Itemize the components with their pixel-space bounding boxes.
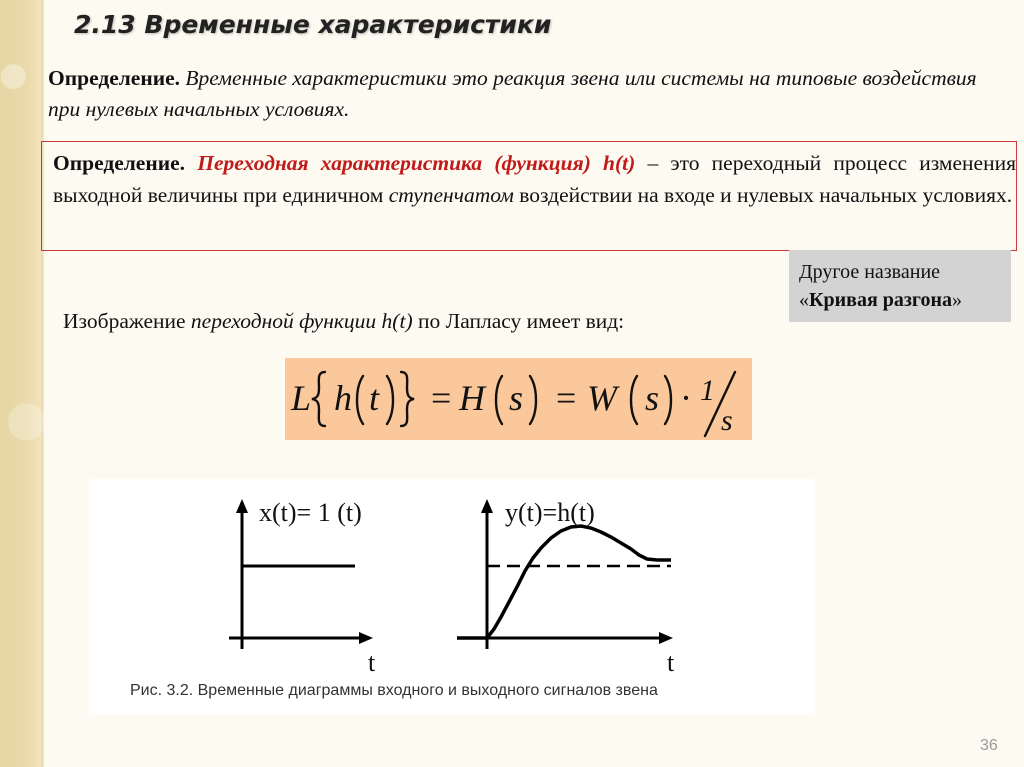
note-quote-open: « (799, 289, 809, 311)
input-axis-label: t (368, 648, 376, 677)
formula-h: h (334, 378, 352, 418)
laplace-prefix: Изображение (63, 309, 191, 333)
note-line1: Другое название (799, 261, 941, 283)
page-number: 36 (980, 737, 998, 754)
definition-temporal (48, 63, 998, 125)
input-step-signal (237, 566, 355, 638)
figure-caption: Рис. 3.2. Временные диаграммы входного и выходного сигналов звена (130, 682, 658, 699)
input-label: x(t)= 1 (t) (259, 498, 362, 527)
definition-label: Определение. (48, 66, 181, 90)
formula-W: W (587, 378, 617, 418)
definition-transient (53, 147, 1016, 211)
slide-title: 2.13 Временные характеристики (74, 10, 552, 39)
formula-s1: s (509, 378, 524, 418)
definition-text-b: воздействии на входе и нулевых начальных условиях. (513, 183, 1013, 207)
formula-L: L (291, 378, 312, 418)
definition-text-a: – это переходный процесс изменения выходной величины при единичном (53, 151, 1016, 207)
definition-label: Определение. (53, 151, 186, 175)
definition-text-italic: ступенчатом (388, 183, 514, 207)
laplace-formula (285, 358, 752, 440)
time-diagrams-figure (89, 479, 815, 715)
transient-response-curve (457, 526, 671, 638)
output-y-arrow (481, 499, 493, 513)
laplace-italic: переходной функции h(t) (190, 309, 413, 333)
decorative-side-band (0, 0, 44, 767)
note-bold-name: Кривая разгона (809, 289, 953, 311)
time-diagrams-svg (89, 479, 815, 715)
formula-den: s (721, 404, 733, 437)
definition-text: Временные характеристики это реакция звена или системы на типовые воздействия при нулевых начальных условиях. (48, 66, 977, 121)
note-quote-close: » (952, 289, 963, 311)
output-label: y(t)=h(t) (505, 498, 595, 527)
alternate-name-note (789, 250, 1011, 322)
formula-t: t (369, 378, 380, 418)
formula-svg (285, 358, 752, 440)
formula-num: 1 (700, 374, 715, 407)
formula-eq1: = (431, 378, 452, 418)
transient-term: Переходная характеристика (функция) h(t) (197, 151, 636, 175)
input-y-arrow (236, 499, 248, 513)
formula-eq2: = (556, 378, 577, 418)
formula-s2: s (645, 378, 660, 418)
output-x-arrow (659, 632, 673, 644)
input-x-arrow (359, 632, 373, 644)
formula-dot: · (680, 378, 692, 418)
formula-H: H (459, 378, 485, 418)
output-axis-label: t (667, 648, 675, 677)
laplace-suffix: по Лапласу имеет вид: (412, 309, 625, 333)
laplace-intro (63, 309, 624, 334)
